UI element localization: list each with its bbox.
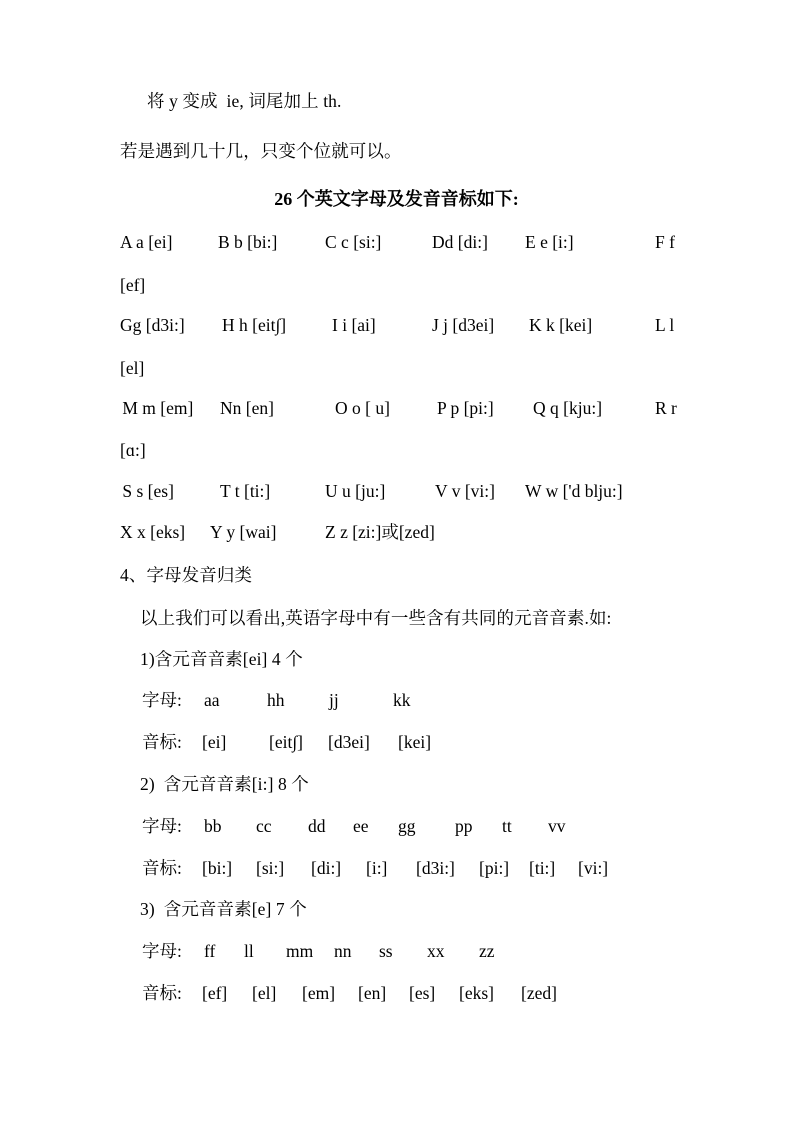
phonetic-cell: [d3i:]	[416, 858, 455, 878]
phonetic-cell: [di:]	[311, 858, 342, 878]
row-label-phonetics: 音标:	[142, 858, 182, 878]
alphabet-cell: Z z [zi:]或[zed]	[325, 522, 435, 542]
group-2-letters-row	[142, 818, 566, 836]
alphabet-cell: K k [kei]	[529, 315, 593, 335]
letter-cell: mm	[286, 941, 314, 961]
phonetic-cell: [ti:]	[529, 858, 556, 878]
letter-cell: dd	[308, 816, 326, 836]
alphabet-cell: Gg [d3i:]	[120, 315, 185, 335]
phonetic-cell: [kei]	[398, 732, 432, 752]
phonetic-cell: [si:]	[256, 858, 285, 878]
group-2-phonetics-row	[142, 860, 608, 878]
letter-cell: kk	[393, 690, 411, 710]
alphabet-cell: A a [ei]	[120, 232, 173, 252]
letter-cell: ff	[204, 941, 216, 961]
alphabet-cell: X x [eks]	[120, 522, 186, 542]
alphabet-cell: B b [bi:]	[218, 232, 278, 252]
alphabet-cell: O o [ u]	[335, 398, 390, 418]
alphabet-cell: Y y [wai]	[210, 522, 277, 542]
letter-cell: ss	[379, 941, 393, 961]
letter-cell: hh	[267, 690, 285, 710]
letter-cell: bb	[204, 816, 222, 836]
letter-cell: vv	[548, 816, 566, 836]
alphabet-cell: R r	[655, 398, 677, 418]
alphabet-cell: V v [vi:]	[435, 481, 495, 501]
letter-cell: jj	[329, 690, 339, 710]
phonetic-cell: [vi:]	[578, 858, 609, 878]
row-label-letters: 字母:	[142, 816, 182, 836]
letter-cell: nn	[334, 941, 352, 961]
group-3-phonetics-row	[142, 985, 557, 1003]
phonetic-cell: [i:]	[366, 858, 388, 878]
phonetic-cell: [en]	[358, 983, 387, 1003]
alphabet-cell: S s [es]	[118, 481, 174, 501]
phonetic-cell: [eit∫]	[269, 732, 303, 752]
alphabet-cell: P p [pi:]	[437, 398, 494, 418]
letter-cell: cc	[256, 816, 272, 836]
intro-line-1: 将 y 变成 ie, 词尾加上 th.	[147, 91, 342, 111]
group-heading-3: 3) 含元音音素[e] 7 个	[140, 899, 307, 919]
alphabet-cell: Nn [en]	[220, 398, 274, 418]
phonetic-cell: [bi:]	[202, 858, 233, 878]
row-label-letters: 字母:	[142, 690, 182, 710]
alphabet-cell: L l	[655, 315, 675, 335]
alphabet-cell: W w ['d blju:]	[525, 481, 623, 501]
alphabet-cell: Q q [kju:]	[533, 398, 603, 418]
page-title: 26 个英文字母及发音音标如下:	[274, 189, 519, 209]
row-label-letters: 字母:	[142, 941, 182, 961]
group-3-letters-row	[142, 943, 495, 961]
letter-cell: aa	[204, 690, 220, 710]
section4-heading: 4、字母发音归类	[120, 565, 253, 585]
alphabet-cell: T t [ti:]	[220, 481, 271, 501]
letter-cell: pp	[455, 816, 473, 836]
letter-cell: zz	[479, 941, 495, 961]
group-1-letters-row	[142, 692, 411, 710]
alphabet-cell: E e [i:]	[525, 232, 574, 252]
alphabet-cell: U u [ju:]	[325, 481, 386, 501]
phonetic-cell: [ef]	[202, 983, 228, 1003]
phonetic-cell: [zed]	[521, 983, 557, 1003]
letter-cell: gg	[398, 816, 416, 836]
group-heading-2: 2) 含元音音素[i:] 8 个	[140, 774, 309, 794]
alphabet-cell: C c [si:]	[325, 232, 382, 252]
phonetic-cell: [pi:]	[479, 858, 510, 878]
alphabet-cell: I i [ai]	[332, 315, 376, 335]
phonetic-cell: [es]	[409, 983, 436, 1003]
alphabet-cell: M m [em]	[118, 398, 194, 418]
group-heading-1: 1)含元音音素[ei] 4 个	[140, 649, 303, 669]
letter-cell: xx	[427, 941, 445, 961]
letter-cell: ee	[353, 816, 369, 836]
phonetic-cell: [d3ei]	[328, 732, 370, 752]
row-label-phonetics: 音标:	[142, 732, 182, 752]
alphabet-cell: J j [d3ei]	[432, 315, 495, 335]
letter-cell: tt	[502, 816, 512, 836]
row-label-phonetics: 音标:	[142, 983, 182, 1003]
intro-line-2: 若是遇到几十几，只变个位就可以。	[120, 141, 402, 161]
alphabet-wrap: [ef]	[120, 275, 146, 295]
group-1-phonetics-row	[142, 734, 431, 752]
phonetic-cell: [ei]	[202, 732, 227, 752]
letter-cell: ll	[244, 941, 254, 961]
alphabet-wrap: [el]	[120, 358, 145, 378]
phonetic-cell: [el]	[252, 983, 277, 1003]
phonetic-cell: [em]	[302, 983, 336, 1003]
alphabet-cell: Dd [di:]	[432, 232, 488, 252]
alphabet-wrap: [ɑ:]	[120, 440, 146, 460]
alphabet-cell: F f	[655, 232, 675, 252]
phonetic-cell: [eks]	[459, 983, 494, 1003]
section4-intro: 以上我们可以看出,英语字母中有一些含有共同的元音音素.如:	[140, 608, 612, 628]
alphabet-cell: H h [eit∫]	[222, 315, 287, 335]
